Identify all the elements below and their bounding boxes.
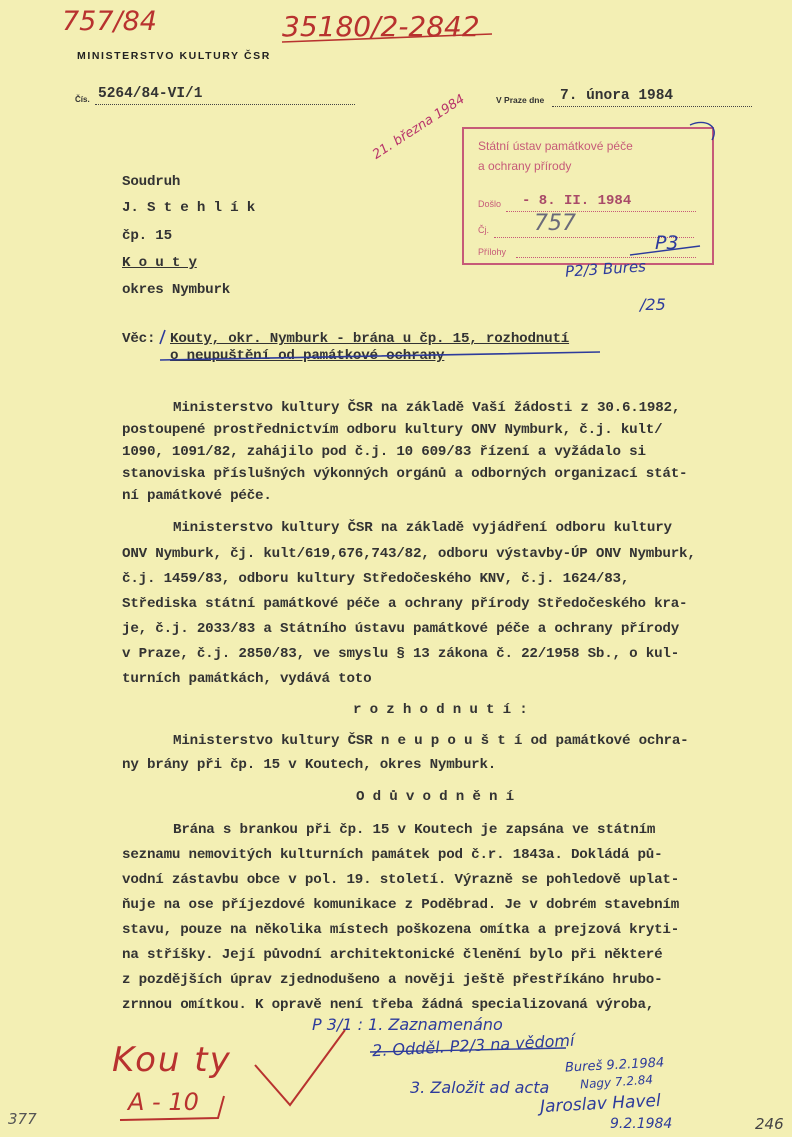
reference-label: Čís. — [75, 95, 90, 104]
handwritten-note-3: Bureš 9.2.1984 — [564, 1055, 665, 1076]
paragraph-1-line: Ministerstvo kultury ČSR na základě Vaší žádosti z 30.6.1982, — [173, 400, 681, 416]
stamp-cj-label: Čj. — [478, 225, 489, 235]
handwritten-fraction: /25 — [640, 295, 666, 314]
reasoning-line: zrnnou omítkou. K opravě není třeba žádná specializovaná výroba, — [122, 997, 655, 1013]
reasoning-line: seznamu nemovitých kulturních památek pod č.r. 1843a. Dokládá pů- — [122, 847, 663, 863]
letter-date: 7. února 1984 — [560, 88, 674, 104]
subject-label: Věc: — [122, 331, 156, 347]
reasoning-line: vodní zástavbu obce v pol. 19. století. Výrazně se pohledově uplat- — [122, 872, 680, 888]
stamp-cj-number: 757 — [534, 211, 576, 236]
paragraph-2-line: je, č.j. 2033/83 a Státního ústavu památkové péče a ochrany přírody — [122, 621, 680, 637]
handwritten-note-5: 3. Založit ad acta — [410, 1078, 550, 1097]
subject-line-2: o neupuštění od památkové ochrany — [170, 348, 445, 364]
paragraph-2-line: v Praze, č.j. 2850/83, ve smyslu § 13 zákona č. 22/1958 Sb., o kul- — [122, 646, 680, 662]
stamp-attachments-label: Přílohy — [478, 247, 507, 257]
handwritten-note-4: Nagy 7.2.84 — [579, 1072, 654, 1092]
reasoning-line: stavu, pouze na několika místech poškozena omítka a prejzová kryti- — [122, 922, 680, 938]
blue-subject-stroke — [160, 330, 600, 360]
handwritten-signature: Jaroslav Havel — [539, 1090, 662, 1118]
handwritten-archive-code: A - 10 — [128, 1088, 199, 1116]
reasoning-heading: O d ů v o d n ě n í — [356, 789, 514, 805]
subject-line-1: Kouty, okr. Nymburk - brána u čp. 15, rozhodnutí — [170, 331, 570, 347]
reasoning-line: z pozdějších úprav zjednodušeno a nověji ještě přestříkáno hrubo- — [122, 972, 663, 988]
recipient-house-number: čp. 15 — [122, 228, 172, 244]
red-check-stroke — [255, 1030, 345, 1105]
handwritten-note-2: 2. Odděl. P2/3 na vědomí — [371, 1030, 575, 1061]
paragraph-2-line: č.j. 1459/83, odboru kultury Středočeského KNV, č.j. 1624/83, — [122, 571, 630, 587]
blue-margin-stroke — [630, 246, 700, 255]
stamp-line-1: Státní ústav památkové péče — [478, 139, 633, 153]
paragraph-1-line: ní památkové péče. — [122, 488, 272, 504]
paragraph-2-line: Střediska státní památkové péče a ochrany přírody Středočeského kra- — [122, 596, 688, 612]
recipient-name: J. S t e h l í k — [122, 200, 256, 216]
blue-note-stroke — [370, 1048, 566, 1052]
handwritten-village-name: Kou ty — [112, 1040, 232, 1080]
paragraph-2-line: Ministerstvo kultury ČSR na základě vyjádření odboru kultury — [173, 520, 672, 536]
red-box-stroke — [120, 1096, 224, 1120]
paragraph-1-line: 1090, 1091/82, zahájilo pod č.j. 10 609/83 řízení a vyžádalo si — [122, 444, 646, 460]
paragraph-1-line: stanoviska příslušných výkonných orgánů a odborných organizací stát- — [122, 466, 688, 482]
decision-line: Ministerstvo kultury ČSR n e u p o u š t í od památkové ochra- — [173, 733, 689, 749]
stamp-received-label: Došlo — [478, 199, 502, 209]
reference-number: 5264/84-VI/1 — [98, 86, 203, 102]
reasoning-line: na stříšky. Její původní architektonické členění bylo při některé — [122, 947, 663, 963]
stamp-line-2: a ochrany přírody — [478, 159, 572, 173]
reasoning-line: ňuje na ose příjezdové komunikace z Poděbrad. Je v dobrém stavebním — [122, 897, 680, 913]
handwritten-page-number: 246 — [755, 1115, 784, 1133]
handwritten-p3: P3 — [655, 232, 679, 254]
recipient-salutation: Soudruh — [122, 174, 181, 190]
decision-line: ny brány při čp. 15 v Koutech, okres Nymburk. — [122, 757, 497, 773]
recipient-district: okres Nymburk — [122, 282, 231, 298]
handwritten-department: P2/3 Bures — [564, 257, 647, 281]
blue-stamp-stroke — [690, 122, 714, 140]
handwritten-corner-number: 377 — [8, 1110, 37, 1128]
handwritten-file-number: 757/84 — [62, 6, 157, 37]
paragraph-1-line: postoupené prostřednictvím odboru kultury ONV Nymburk, č.j. kult/ — [122, 422, 663, 438]
recipient-village: K o u t y — [122, 255, 197, 271]
paragraph-2-line: ONV Nymburk, čj. kult/619,676,743/82, odboru výstavby-ÚP ONV Nymburk, — [122, 546, 696, 562]
ministry-header: MINISTERSTVO KULTURY ČSR — [77, 50, 271, 62]
received-date-stamp: 21. března 1984 — [370, 91, 468, 163]
stamp-received-date: - 8. II. 1984 — [522, 193, 632, 209]
red-underline-stroke — [282, 34, 492, 42]
place-label: V Praze dne — [496, 95, 545, 105]
reasoning-line: Brána s brankou při čp. 15 v Koutech je zapsána ve státním — [173, 822, 656, 838]
decision-heading: r o z h o d n u t í : — [353, 702, 528, 718]
handwritten-note-1: P 3/1 : 1. Zaznamenáno — [312, 1015, 503, 1034]
handwritten-registry-number: 35180/2-2842 — [282, 10, 480, 43]
paragraph-2-line: turních památkách, vydává toto — [122, 671, 372, 687]
handwritten-note-7: 9.2.1984 — [610, 1116, 673, 1132]
